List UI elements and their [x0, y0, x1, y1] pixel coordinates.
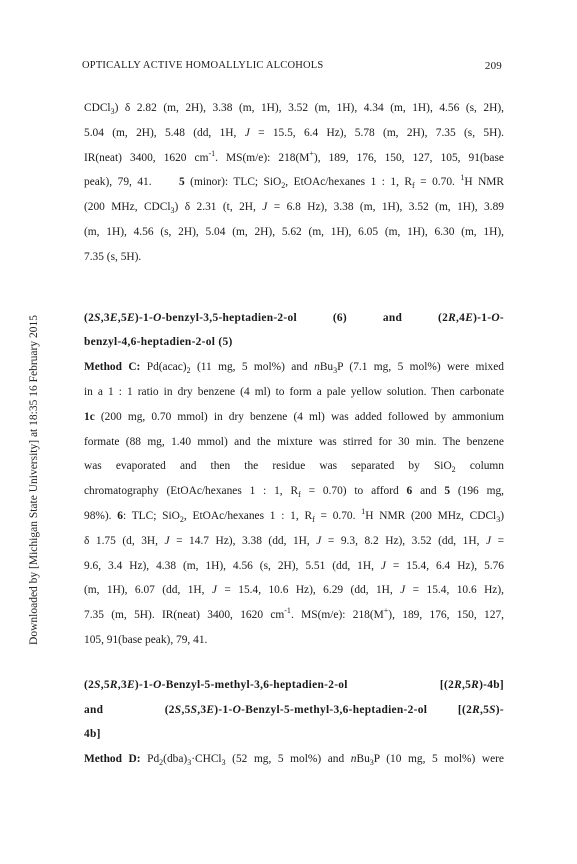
text-line: CDCl$_3$) δ 2.82 (m, 2H), 3.38 (m, 1H), 3.52 (m, 1H), 4.34 (m, 1H), 4.56 (s, 2H), — [84, 102, 504, 116]
text-line: 5.04 (m, 2H), 5.48 (dd, 1H, J = 15.5, 6.4 Hz), 5.78 (m, 2H), 7.35 (s, 5H). — [84, 126, 504, 139]
text-line: 1c (200 mg, 0.70 mmol) in dry benzene (4 ml) was added followed by ammonium — [84, 410, 504, 423]
running-head: OPTICALLY ACTIVE HOMOALLYLIC ALCOHOLS — [82, 60, 324, 71]
text-line: was evaporated and then the residue was separated by SiO$_2$ column — [84, 460, 504, 475]
page-body — [84, 96, 504, 772]
text-line: Method C: $Pd(acac)_2$ (11 mg, 5 mol%) and nBu$_3$P (7.1 mg, 5 mol%) were mixed — [84, 361, 504, 376]
text-line: 98%). 6: TLC; SiO$_2$, EtOAc/hexanes 1 : 1, $R_f = 0.70$. $^1$H NMR (200 MHz, CDCl$_3$) — [84, 506, 505, 524]
compound-heading: and (2S,5S,3E)-1-O-Benzyl-5-methyl-3,6-heptadien-2-ol [(2R,5S)- — [84, 703, 504, 716]
compound-heading: (2S,3E,5E)-1-O-benzyl-3,5-heptadien-2-ol (6) and (2R,4E)-1-O- — [84, 311, 504, 324]
text-line: (200 MHz, CDCl$_3$) δ 2.31 (t, 2H, J = 6.8 Hz), 3.38 (m, 1H), 3.52 (m, 1H), 3.89 — [84, 201, 504, 216]
text-line: peak), 79, 41. 5 (minor): TLC; SiO$_2$, EtOAc/hexanes 1 : 1, $R_f = 0.70$. $^1$H NMR — [84, 173, 505, 191]
text-line: Method D: $Pd_2(dba)_3\cdot CHCl_3$ (52 mg, 5 mol%) and nBu$_3$P (10 mg, 5 mol%) were — [84, 753, 504, 768]
text-line: 9.6, 3.4 Hz), 4.38 (m, 1H), 4.56 (s, 2H), 5.51 (dd, 1H, J = 15.4, 6.4 Hz), 5.76 — [84, 559, 504, 572]
text-line: in a 1 : 1 ratio in dry benzene (4 ml) to form a pale yellow solution. Then carbonate — [84, 385, 504, 398]
compound-heading: (2S,5R,3E)-1-O-Benzyl-5-methyl-3,6-heptadien-2-ol [(2R,5R)-4b] — [84, 678, 504, 691]
text-line: IR(neat) 3400, 1620 $cm^{-1}$. MS(m/e): 218(M+), 189, 176, 150, 127, 105, 91(base — [84, 148, 504, 164]
text-line: formate (88 mg, 1.40 mmol) and the mixture was stirred for 30 min. The benzene — [84, 435, 504, 448]
text-line: chromatography (EtOAc/hexanes 1 : 1, $R_f = 0.70$) to afford 6 and 5 (196 mg, — [84, 485, 504, 500]
text-line: 7.35 (m, 5H). IR(neat) 3400, 1620 $cm^{-1}$. MS(m/e): 218(M+), 189, 176, 150, 127, — [84, 606, 504, 622]
text-line: δ 1.75 (d, 3H, J = 14.7 Hz), 3.38 (dd, 1H, J = 9.3, 8.2 Hz), 3.52 (dd, 1H, J = — [84, 534, 504, 547]
page-number: 209 — [484, 60, 502, 72]
compound-heading: benzyl-4,6-heptadien-2-ol (5) — [84, 336, 233, 349]
text-line: (m, 1H), 6.07 (dd, 1H, J = 15.4, 10.6 Hz), 6.29 (dd, 1H, J = 15.4, 10.6 Hz), — [84, 584, 504, 597]
compound-heading: 4b] — [84, 728, 101, 741]
text-line: 105, 91(base peak), 79, 41. — [84, 633, 208, 646]
download-notice: Downloaded by [Michigan State University] at 18:35 16 February 2015 — [28, 315, 40, 645]
text-line: 7.35 (s, 5H). — [84, 250, 142, 263]
text-line: (m, 1H), 4.56 (s, 2H), 5.04 (m, 2H), 5.62 (m, 1H), 6.05 (m, 1H), 6.30 (m, 1H), — [84, 225, 504, 238]
